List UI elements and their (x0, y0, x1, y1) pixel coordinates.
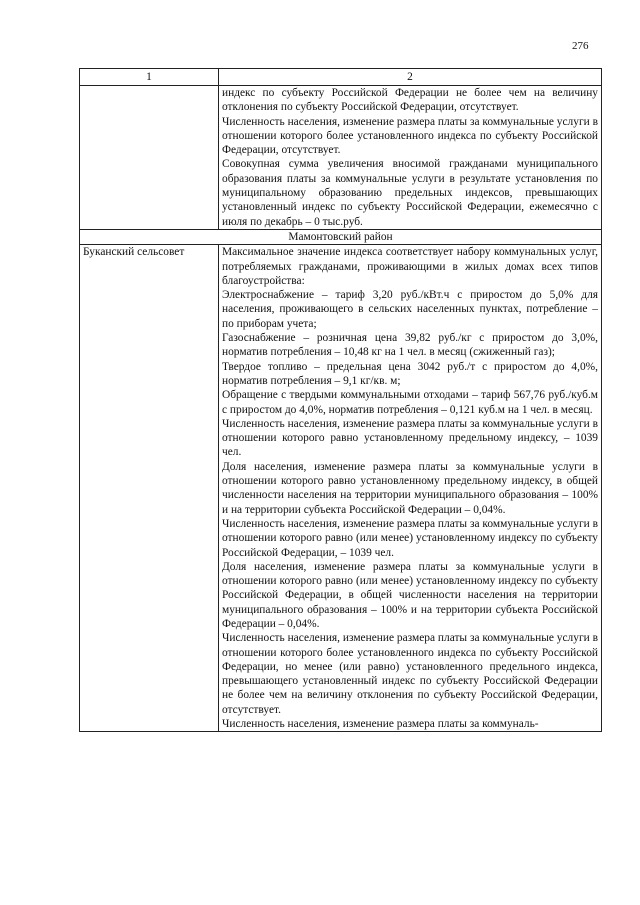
empty-cell (80, 86, 219, 230)
paragraph: Максимальное значение индекса соответствует набору коммунальных услуг, потребляемых гражданами, проживающими в жилых домах всех типов благоустройства: (222, 246, 598, 287)
paragraph: Твердое топливо – предельная цена 3042 руб./т с приростом до 4,0%, норматив потребления – 9,1 кг/кв. м; (222, 360, 598, 387)
paragraph: Численность населения, изменение размера платы за коммунальные услуги в отношении которого равно установленному предельному индексу, – 1039 чел. (222, 417, 598, 459)
paragraph: Численность населения, изменение размера платы за коммунальные услуги в отношении которого равно (или менее) установленному индексу по субъекту Российской Федерации, – 1039 чел. (222, 517, 598, 559)
column-header-1: 1 (80, 69, 219, 86)
paragraph: Обращение с твердыми коммунальными отходами – тариф 567,76 руб./куб.м с приростом до 4,0%, норматив потребления – 0,121 куб.м на 1 чел. в месяц. (222, 389, 598, 416)
page-number: 276 (572, 40, 589, 52)
description-cell (219, 86, 602, 230)
district-name: Мамонтовский район (80, 229, 602, 244)
paragraph: Доля населения, изменение размера платы за коммунальные услуги в отношении которого равно (или менее) установленному индексу по субъекту Российской Федерации, в общей численности населения на территории муниципального образования – 100% и на территории субъекта Российской Федерации – 0,04%. (222, 560, 598, 630)
table-row-municipality (80, 245, 602, 732)
paragraph: Численность населения, изменение размера платы за коммунальные услуги в отношении которого более установленного индекса по субъекту Российской Федерации, отсутствует. (222, 115, 598, 157)
paragraph: Численность населения, изменение размера платы за коммуналь- (222, 718, 539, 731)
column-header-2: 2 (219, 69, 602, 86)
paragraph: Электроснабжение – тариф 3,20 руб./кВт.ч с приростом до 5,0% для населения, проживающего в сельских населенных пунктах, потребление – по приборам учета; (222, 289, 598, 330)
description-cell (219, 245, 602, 732)
paragraph: индекс по субъекту Российской Федерации не более чем на величину отклонения по субъекту Российской Федерации, отсутствует. (222, 87, 598, 114)
paragraph: Доля населения, изменение размера платы за коммунальные услуги в отношении которого равно установленному предельному индексу, в общей численности населения на территории муниципального образования – 100% и на территории субъекта Российской Федерации – 0,04%. (222, 460, 598, 516)
district-row (80, 229, 602, 244)
paragraph: Газоснабжение – розничная цена 39,82 руб./кг с приростом до 3,0%, норматив потребления – 10,48 кг на 1 чел. в месяц (сжиженный газ); (222, 332, 598, 359)
paragraph: Численность населения, изменение размера платы за коммунальные услуги в отношении которого более установленного индекса по субъекту Российской Федерации, но менее (или равно) установленного предельного индекса, превышающего установленный индекс по субъекту Российской Федерации не более чем на величину отклонения по субъекту Российской Федерации, отсутствует. (222, 632, 598, 716)
header-row (80, 69, 602, 86)
document-table (79, 68, 602, 732)
table-row-continued (80, 86, 602, 230)
paragraph: Совокупная сумма увеличения вносимой гражданами муниципального образования платы за коммунальные услуги в результате установления по муниципальному образованию предельных индексов, превышающих установленный индекс по субъекту Российской Федерации, ежемесячно с июля по декабрь – 0 тыс.руб. (222, 158, 598, 228)
municipality-name: Буканский сельсовет (80, 245, 219, 732)
